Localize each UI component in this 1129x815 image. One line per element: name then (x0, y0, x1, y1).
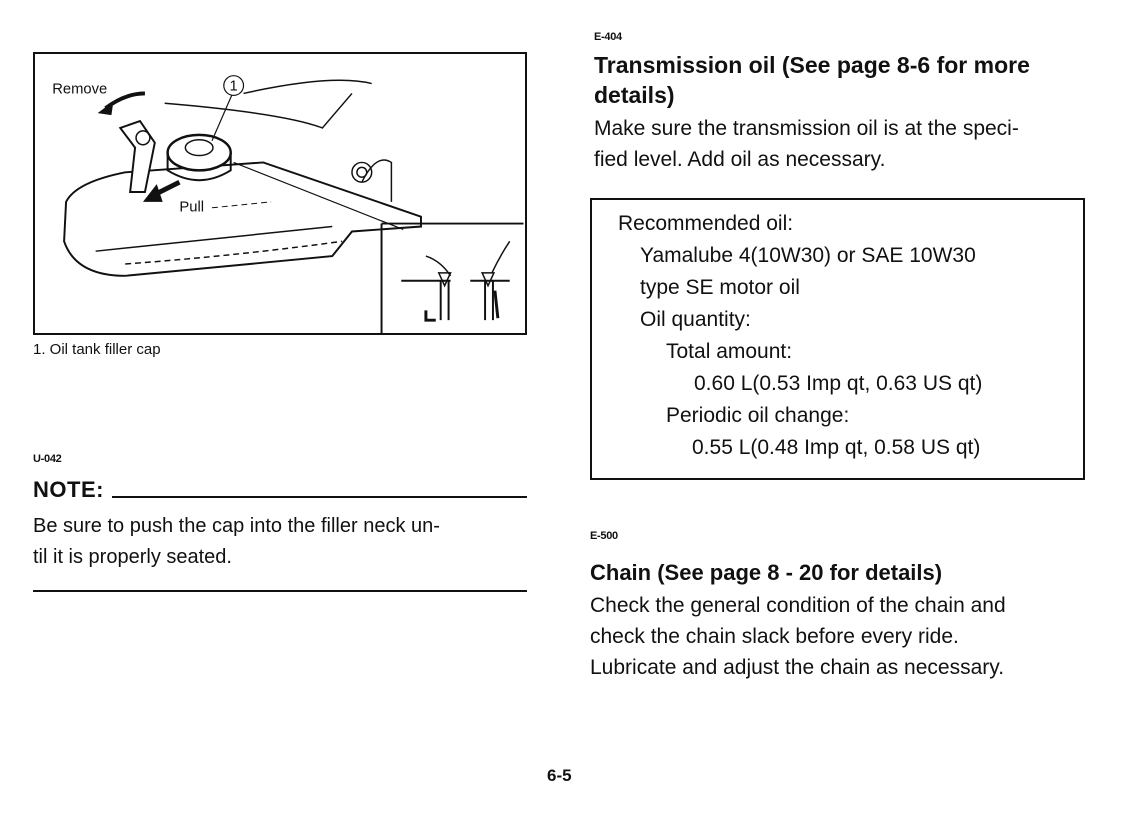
note-code: U-042 (33, 453, 62, 465)
remove-label: Remove (52, 81, 108, 98)
oil-spec-box (590, 198, 1085, 480)
total-amount-label: Total amount: (666, 340, 793, 363)
callout-number: 1 (229, 78, 238, 95)
chain-title: Chain (See page 8 - 20 for details) (590, 560, 943, 585)
oil-tank-figure (33, 52, 527, 335)
transmission-body-line-1: Make sure the transmission oil is at the speci- (594, 117, 1019, 140)
pull-label: Pull (179, 199, 205, 216)
transmission-title-line-2: details) (594, 82, 675, 108)
figure-caption: 1. Oil tank filler cap (33, 341, 161, 358)
transmission-code: E-404 (594, 31, 622, 43)
periodic-change-value: 0.55 L(0.48 Imp qt, 0.58 US qt) (692, 436, 981, 459)
transmission-title-line-1: Transmission oil (See page 8-6 for more (594, 52, 1030, 78)
transmission-title (594, 50, 1030, 110)
chain-body-line-1: Check the general condition of the chain and (590, 594, 1006, 617)
note-body (33, 511, 533, 573)
chain-code: E-500 (590, 530, 618, 542)
total-amount-value: 0.60 L(0.53 Imp qt, 0.63 US qt) (694, 372, 983, 395)
page-number: 6-5 (547, 766, 572, 785)
transmission-body (594, 113, 1019, 175)
periodic-change-label: Periodic oil change: (666, 404, 850, 427)
note-bottom-rule (33, 590, 527, 592)
chain-body (590, 590, 1006, 683)
note-title: NOTE: (33, 477, 104, 502)
transmission-body-line-2: fied level. Add oil as necessary. (594, 148, 886, 171)
oil-tank-illustration (35, 54, 525, 333)
recommended-oil-value-1: Yamalube 4(10W30) or SAE 10W30 (640, 244, 976, 267)
chain-body-line-3: Lubricate and adjust the chain as necessary. (590, 656, 1005, 679)
note-line-2: til it is properly seated. (33, 546, 232, 568)
note-heading (33, 477, 527, 503)
oil-quantity-label: Oil quantity: (640, 308, 751, 331)
recommended-oil-value-2: type SE motor oil (640, 276, 800, 299)
note-heading-rule (112, 496, 527, 498)
tank-outline (64, 162, 421, 275)
recommended-oil-label: Recommended oil: (618, 212, 794, 235)
chain-body-line-2: check the chain slack before every ride. (590, 625, 959, 648)
note-line-1: Be sure to push the cap into the filler neck un- (33, 515, 440, 537)
